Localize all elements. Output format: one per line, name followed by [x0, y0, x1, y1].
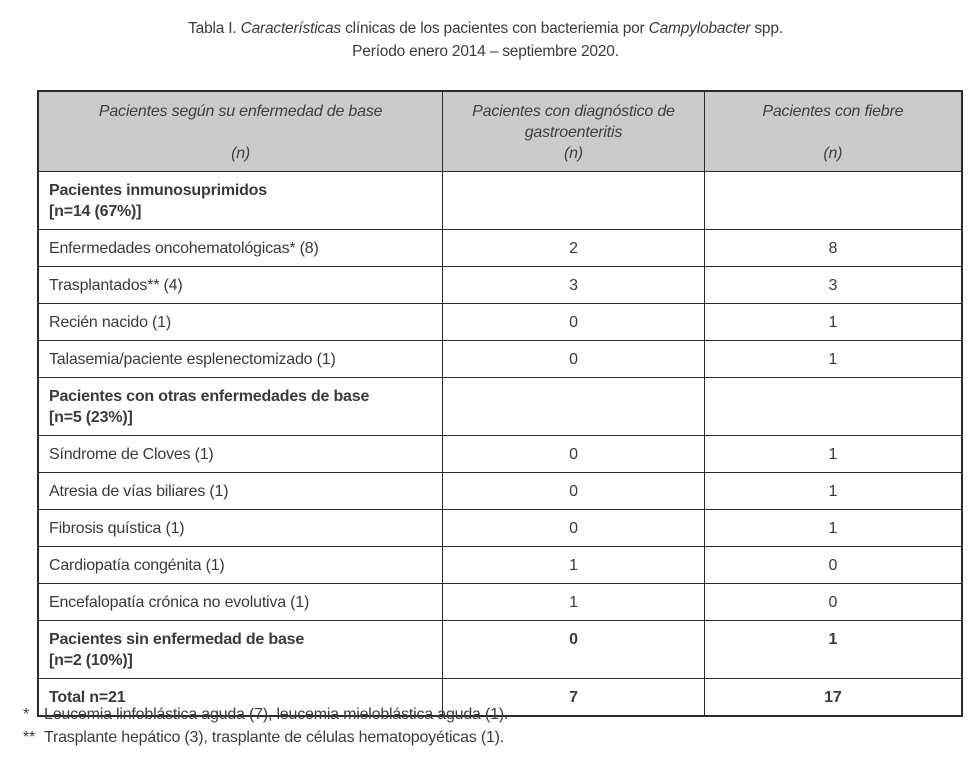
- table-row-talasemia: [38, 341, 962, 378]
- gastroenteritis-value: [443, 172, 704, 230]
- fiebre-value: 1: [704, 473, 962, 510]
- fiebre-value: 0: [704, 584, 962, 621]
- table-caption: [0, 0, 971, 63]
- caption-suffix: spp.: [750, 20, 783, 37]
- fiebre-value: [704, 378, 962, 436]
- col-header-enfermedad-de-base: [38, 91, 443, 172]
- table-row-oncohematologicas: [38, 230, 962, 267]
- patients-table: [37, 90, 963, 717]
- caption-line-1: [0, 17, 971, 40]
- caption-italic-campylobacter: Campylobacter: [648, 20, 751, 37]
- row-label: Recién nacido (1): [38, 304, 443, 341]
- table-row-recien-nacido: [38, 304, 962, 341]
- caption-italic-caracteristicas: Características: [240, 20, 341, 37]
- gastroenteritis-value: 0: [443, 436, 704, 473]
- table-row-otras-enfermedades: [38, 378, 962, 436]
- fiebre-value: 1: [704, 436, 962, 473]
- row-label: Síndrome de Cloves (1): [38, 436, 443, 473]
- row-label: Enfermedades oncohematológicas* (8): [38, 230, 443, 267]
- row-label: Fibrosis quística (1): [38, 510, 443, 547]
- header-row: [38, 91, 962, 172]
- row-label: Encefalopatía crónica no evolutiva (1): [38, 584, 443, 621]
- col-header-fiebre: [704, 91, 962, 172]
- fiebre-value: 1: [704, 341, 962, 378]
- table-row-sindrome-cloves: [38, 436, 962, 473]
- table-row-atresia: [38, 473, 962, 510]
- footnote-leucemia: [23, 703, 508, 726]
- gastroenteritis-value: 1: [443, 547, 704, 584]
- table-row-sin-enfermedad: [38, 621, 962, 679]
- fiebre-value: 8: [704, 230, 962, 267]
- caption-prefix: Tabla I.: [188, 20, 241, 37]
- gastroenteritis-value: [443, 378, 704, 436]
- table-row-encefalopatia: [38, 584, 962, 621]
- header-n: (n): [231, 145, 251, 162]
- fiebre-value: 3: [704, 267, 962, 304]
- table-row-cardiopatia: [38, 547, 962, 584]
- fiebre-value: 1: [704, 510, 962, 547]
- row-label: Total n=21: [38, 679, 443, 717]
- gastroenteritis-value: 2: [443, 230, 704, 267]
- header-n: (n): [563, 145, 583, 162]
- gastroenteritis-value: 0: [443, 341, 704, 378]
- gastroenteritis-value: 0: [443, 621, 704, 679]
- gastroenteritis-value: 0: [443, 304, 704, 341]
- gastroenteritis-value: 7: [443, 679, 704, 717]
- table-body: [38, 172, 962, 717]
- fiebre-value: 1: [704, 304, 962, 341]
- footnote-text: Leucemia linfoblástica aguda (7), leucemia mieloblástica aguda (1).: [44, 706, 509, 723]
- table-row-fibrosis: [38, 510, 962, 547]
- fiebre-value: 17: [704, 679, 962, 717]
- footnote-trasplante: [23, 726, 508, 749]
- gastroenteritis-value: 0: [443, 510, 704, 547]
- row-label: Trasplantados** (4): [38, 267, 443, 304]
- caption-middle: clínicas de los pacientes con bacteriemia por: [340, 20, 649, 37]
- row-label: Pacientes con otras enfermedades de base [n=5 (23%)]: [38, 378, 443, 436]
- gastroenteritis-value: 1: [443, 584, 704, 621]
- fiebre-value: 0: [704, 547, 962, 584]
- row-label: Pacientes sin enfermedad de base [n=2 (10%)]: [38, 621, 443, 679]
- col-header-gastroenteritis: [443, 91, 704, 172]
- table-container: [37, 90, 963, 717]
- gastroenteritis-value: 3: [443, 267, 704, 304]
- footnotes: [23, 703, 508, 749]
- table-row-trasplantados: [38, 267, 962, 304]
- gastroenteritis-value: 0: [443, 473, 704, 510]
- header-title: Pacientes con diagnóstico de gastroenteritis: [472, 103, 675, 141]
- fiebre-value: [704, 172, 962, 230]
- caption-line-2: Período enero 2014 – septiembre 2020.: [352, 43, 619, 60]
- table-header: [38, 91, 962, 172]
- header-title: Pacientes según su enfermedad de base: [98, 103, 383, 120]
- footnote-marker: **: [23, 729, 36, 746]
- row-label: Cardiopatía congénita (1): [38, 547, 443, 584]
- footnote-marker: *: [23, 706, 30, 723]
- row-label: Atresia de vías biliares (1): [38, 473, 443, 510]
- table-row-inmunosuprimidos: [38, 172, 962, 230]
- row-label: Pacientes inmunosuprimidos [n=14 (67%)]: [38, 172, 443, 230]
- header-title: Pacientes con fiebre: [762, 103, 904, 120]
- footnote-text: Trasplante hepático (3), trasplante de células hematopoyéticas (1).: [44, 729, 505, 746]
- fiebre-value: 1: [704, 621, 962, 679]
- header-n: (n): [823, 145, 843, 162]
- row-label: Talasemia/paciente esplenectomizado (1): [38, 341, 443, 378]
